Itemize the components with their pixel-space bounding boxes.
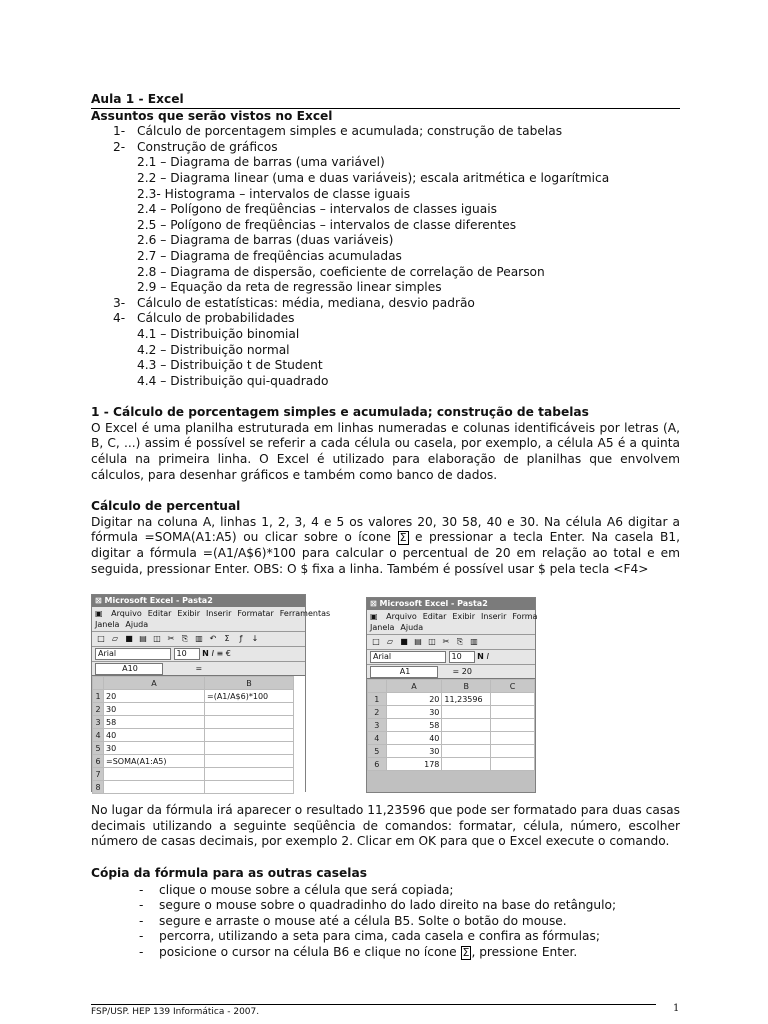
column-header[interactable]: A — [386, 680, 442, 693]
table-row — [93, 781, 294, 794]
table-row — [93, 768, 294, 781]
toc-subitem: 4.4 – Distribuição qui-quadrado — [137, 373, 329, 388]
percentual-text-2: e pressionar a tecla Enter. Na casela B1, digitar a fórmula =(A1/A$6)*100 para calcular o percentual de 20 em relação ao total e em seguida, pressionar Enter. OBS: O $ fixa a linha. Também é possível usar $ pela tecla <F4> — [91, 530, 681, 576]
cell[interactable] — [104, 781, 205, 794]
menu-exibir[interactable]: Exibir — [177, 609, 201, 618]
menu-editar[interactable]: Editar — [147, 609, 172, 618]
excel-doc-icon: ▣ — [95, 609, 103, 618]
section-body: O Excel é uma planilha estruturada em linhas numeradas e colunas identificáveis por letras (A, B, C, ...) assim é possível se referir a cada célula ou casela, por exemplo, a célula A5 é a quinta célula na primeira linha. O Excel é utilizado para elaboração de planilhas que envolvem cálculos, para desenhar gráficos e também como banco de dados. — [91, 420, 680, 482]
result-paragraph: No lugar da fórmula irá aparecer o resultado 11,23596 que pode ser formatado para duas casas decimais utilizando a seguinte seqüência de comandos: formatar, célula, número, escolher número de casas decimais, por exemplo 2. Clicar em OK para que o Excel execute o comando. — [91, 803, 680, 849]
cell[interactable] — [491, 693, 535, 706]
table-row — [368, 732, 535, 745]
section-heading: 1 - Cálculo de porcentagem simples e acumulada; construção de tabelas — [91, 405, 589, 420]
format-toolbar — [92, 646, 305, 661]
cell[interactable]: 30 — [104, 703, 205, 716]
list-item-text: , pressione Enter. — [471, 944, 578, 959]
row-header[interactable]: 6 — [93, 755, 104, 768]
row-header[interactable]: 5 — [368, 745, 387, 758]
open-icon[interactable]: ▱ — [386, 637, 394, 646]
cut-icon[interactable]: ✂ — [167, 634, 175, 643]
bold-icon[interactable]: N — [477, 652, 487, 661]
toc-list — [91, 124, 680, 389]
sheet-grid — [367, 678, 535, 771]
cell[interactable] — [205, 742, 294, 755]
toc-label: Cálculo de probabilidades — [137, 311, 295, 326]
formula-equals: = — [195, 664, 203, 673]
menu-janela[interactable]: Janela — [95, 620, 120, 629]
list-item: - segure e arraste o mouse até a célula B5. Solte o botão do mouse. — [139, 913, 567, 928]
sort-icon[interactable]: ↓ — [251, 634, 259, 643]
row-header[interactable]: 4 — [368, 732, 387, 745]
toc-subitem: 2.7 – Diagrama de freqüências acumuladas — [137, 248, 402, 263]
excel-menubar — [367, 610, 538, 634]
excel-window-right — [366, 597, 536, 793]
column-header[interactable]: C — [491, 680, 535, 693]
percentual-body — [91, 515, 680, 577]
row-header[interactable]: 5 — [93, 742, 104, 755]
toc-subitem: 2.5 – Polígono de freqüências – intervalos de classe diferentes — [137, 217, 517, 232]
italic-icon[interactable]: I — [211, 649, 217, 658]
menu-editar[interactable]: Editar — [422, 612, 447, 621]
menu-formatar[interactable]: Forma — [512, 612, 538, 621]
new-icon[interactable]: □ — [372, 637, 380, 646]
sum-icon: Σ — [399, 531, 407, 545]
row-header[interactable]: 2 — [368, 706, 387, 719]
table-row — [368, 706, 535, 719]
table-row — [93, 755, 294, 768]
size-select[interactable]: 10 — [449, 651, 475, 663]
save-icon[interactable]: ■ — [400, 637, 408, 646]
corner-cell[interactable] — [368, 680, 387, 693]
autosum-icon[interactable]: Σ — [224, 634, 230, 643]
cell[interactable]: 30 — [386, 745, 442, 758]
standard-toolbar — [367, 634, 535, 649]
cell[interactable] — [104, 768, 205, 781]
cell[interactable]: 30 — [104, 742, 205, 755]
column-header-row — [368, 680, 535, 693]
menu-formatar[interactable]: Formatar — [237, 609, 274, 618]
excel-menubar — [92, 607, 331, 631]
cell[interactable] — [205, 716, 294, 729]
column-header[interactable]: B — [205, 677, 294, 690]
name-box[interactable]: A10 — [95, 663, 163, 675]
toc-subitem: 4.2 – Distribuição normal — [137, 342, 290, 357]
excel-title: Microsoft Excel - Pasta2 — [104, 596, 213, 605]
cell[interactable] — [205, 781, 294, 794]
list-item-text: segure o mouse sobre o quadradinho do lado direito na base do retângulo; — [159, 898, 617, 913]
toc-subitem: 4.1 – Distribuição binomial — [137, 326, 300, 341]
align-icon[interactable]: ≡ — [216, 649, 226, 658]
toc-number: 1- — [113, 124, 126, 139]
toc-sublist — [91, 155, 680, 295]
percentual-text-1: Digitar na coluna A, linhas 1, 2, 3, 4 e 5 os valores 20, 30 58, 40 e 30. Na célula A6 digitar a fórmula =SOMA(A1:A5) ou clicar sobre o ícone — [91, 514, 680, 545]
list-item: - posicione o cursor na célula B6 e clique no ícone Σ , pressione Enter. — [139, 944, 578, 959]
preview-icon[interactable]: ◫ — [153, 634, 161, 643]
format-toolbar — [367, 649, 535, 664]
copia-list — [91, 883, 680, 961]
document-page — [91, 92, 680, 961]
table-row — [93, 729, 294, 742]
row-header[interactable]: 4 — [93, 729, 104, 742]
cell[interactable] — [205, 729, 294, 742]
italic-icon[interactable]: I — [486, 652, 489, 661]
cell[interactable]: 178 — [386, 758, 442, 771]
sheet-grid — [92, 675, 305, 794]
cell[interactable] — [491, 758, 535, 771]
list-item-text: clique o mouse sobre a célula que será copiada; — [159, 882, 454, 897]
excel-title: Microsoft Excel - Pasta2 — [379, 599, 488, 608]
toc-item — [91, 311, 680, 327]
cell[interactable] — [491, 719, 535, 732]
formula-equals: = — [452, 667, 460, 676]
page-title: Aula 1 - Excel — [91, 92, 184, 106]
table-row — [93, 742, 294, 755]
row-header[interactable]: 3 — [93, 716, 104, 729]
cell[interactable]: 30 — [386, 706, 442, 719]
page-number: 1 — [673, 1003, 680, 1014]
cell[interactable] — [205, 768, 294, 781]
excel-titlebar — [92, 595, 305, 607]
cell[interactable]: 11,23596 — [442, 693, 491, 706]
menu-arquivo[interactable]: Arquivo — [111, 609, 142, 618]
copy-icon[interactable]: ⎘ — [181, 634, 189, 643]
menu-ajuda[interactable]: Ajuda — [400, 623, 424, 632]
cell[interactable] — [442, 706, 491, 719]
list-item: - segure o mouse sobre o quadradinho do lado direito na base do retângulo; — [139, 898, 617, 913]
menu-inserir[interactable]: Inserir — [481, 612, 507, 621]
paste-icon[interactable]: ▥ — [195, 634, 203, 643]
row-header[interactable]: 1 — [93, 690, 104, 703]
excel-window-left — [91, 594, 331, 792]
column-header-row — [93, 677, 294, 690]
toc-subitem: 2.3- Histograma – intervalos de classe iguais — [137, 186, 411, 201]
toc-label: Cálculo de estatísticas: média, mediana, desvio padrão — [137, 295, 475, 310]
print-icon[interactable]: ▤ — [139, 634, 147, 643]
toc-number: 3- — [113, 295, 126, 310]
cell[interactable]: =(A1/A$6)*100 — [205, 690, 294, 703]
toc-subitem: 2.1 – Diagrama de barras (uma variável) — [137, 155, 385, 170]
row-header[interactable]: 1 — [368, 693, 387, 706]
page-subtitle: Assuntos que serão vistos no Excel — [91, 108, 680, 125]
table-row — [93, 690, 294, 703]
cell[interactable] — [442, 719, 491, 732]
copia-heading: Cópia da fórmula para as outras caselas — [91, 866, 367, 880]
list-item: - clique o mouse sobre a célula que será copiada; — [139, 882, 454, 897]
save-icon[interactable]: ■ — [125, 634, 133, 643]
toc-subitem: 2.6 – Diagrama de barras (duas variáveis) — [137, 233, 394, 248]
toc-subitem: 2.8 – Diagrama de dispersão, coeficiente de correlação de Pearson — [137, 264, 545, 279]
menu-arquivo[interactable]: Arquivo — [386, 612, 417, 621]
cell[interactable]: 20 — [386, 693, 442, 706]
table-row — [368, 719, 535, 732]
new-icon[interactable]: □ — [97, 634, 105, 643]
list-item-text: posicione o cursor na célula B6 e clique no ícone — [159, 944, 457, 959]
toc-subitem: 2.2 – Diagrama linear (uma e duas variáveis); escala aritmética e logarítmica — [137, 170, 610, 185]
formula-bar — [92, 661, 305, 675]
percentual-heading: Cálculo de percentual — [91, 499, 241, 514]
row-header[interactable]: 2 — [93, 703, 104, 716]
table-row — [93, 716, 294, 729]
cell[interactable] — [491, 732, 535, 745]
cell[interactable]: 58 — [104, 716, 205, 729]
toc-subitem: 2.4 – Polígono de freqüências – intervalos de classes iguais — [137, 202, 497, 217]
bold-icon[interactable]: N — [202, 649, 212, 658]
name-box[interactable]: A1 — [370, 666, 438, 678]
toc-item — [91, 296, 680, 312]
row-header[interactable]: 6 — [368, 758, 387, 771]
toc-item — [91, 124, 680, 140]
undo-icon[interactable]: ↶ — [209, 634, 217, 643]
open-icon[interactable]: ▱ — [111, 634, 119, 643]
cell[interactable]: 20 — [104, 690, 205, 703]
toc-number: 2- — [113, 139, 126, 154]
list-item-text: segure e arraste o mouse até a célula B5. Solte o botão do mouse. — [159, 913, 567, 928]
list-item: - percorra, utilizando a seta para cima, cada casela e confira as fórmulas; — [139, 929, 600, 944]
formula-input[interactable]: 20 — [461, 667, 472, 676]
menu-ajuda[interactable]: Ajuda — [125, 620, 149, 629]
cell[interactable] — [442, 732, 491, 745]
print-icon[interactable]: ▤ — [414, 637, 422, 646]
row-header[interactable]: 3 — [368, 719, 387, 732]
toc-subitem: 2.9 – Equação da reta de regressão linear simples — [137, 280, 442, 295]
cell[interactable]: 58 — [386, 719, 442, 732]
menu-ferramentas[interactable]: Ferramentas — [279, 609, 331, 618]
table-row — [93, 703, 294, 716]
sum-icon: Σ — [462, 945, 470, 959]
menu-exibir[interactable]: Exibir — [452, 612, 476, 621]
cell[interactable] — [205, 755, 294, 768]
toc-item — [91, 140, 680, 156]
menu-inserir[interactable]: Inserir — [206, 609, 232, 618]
cell[interactable]: 40 — [104, 729, 205, 742]
excel-app-icon: ⊠ — [370, 599, 377, 608]
cell[interactable] — [442, 758, 491, 771]
standard-toolbar — [92, 631, 305, 646]
toc-number: 4- — [113, 311, 126, 326]
preview-icon[interactable]: ◫ — [428, 637, 436, 646]
formula-bar — [367, 664, 535, 678]
size-select[interactable]: 10 — [174, 648, 200, 660]
row-header[interactable]: 8 — [93, 781, 104, 794]
font-select[interactable]: Arial — [95, 648, 171, 660]
toc-sublist — [91, 327, 680, 389]
corner-cell[interactable] — [93, 677, 104, 690]
toc-label: Construção de gráficos — [137, 139, 278, 154]
excel-doc-icon: ▣ — [370, 612, 378, 621]
cut-icon[interactable]: ✂ — [442, 637, 450, 646]
excel-app-icon: ⊠ — [95, 596, 102, 605]
cell[interactable] — [442, 745, 491, 758]
copy-icon[interactable]: ⎘ — [456, 637, 464, 646]
sheet-table — [92, 676, 294, 794]
currency-icon[interactable]: € — [225, 649, 231, 658]
toc-label: Cálculo de porcentagem simples e acumulada; construção de tabelas — [137, 124, 563, 139]
column-header[interactable]: B — [442, 680, 491, 693]
cell[interactable] — [491, 706, 535, 719]
table-row — [368, 693, 535, 706]
cell[interactable]: 40 — [386, 732, 442, 745]
cell[interactable] — [491, 745, 535, 758]
excel-titlebar — [367, 598, 535, 610]
menu-janela[interactable]: Janela — [370, 623, 395, 632]
row-header[interactable]: 7 — [93, 768, 104, 781]
table-row — [368, 745, 535, 758]
cell[interactable] — [205, 703, 294, 716]
cell[interactable]: =SOMA(A1:A5) — [104, 755, 205, 768]
paste-icon[interactable]: ▥ — [470, 637, 478, 646]
column-header[interactable]: A — [104, 677, 205, 690]
sheet-table — [367, 679, 535, 771]
font-select[interactable]: Arial — [370, 651, 446, 663]
function-icon[interactable]: ƒ — [239, 634, 243, 643]
toc-subitem: 4.3 – Distribuição t de Student — [137, 358, 323, 373]
list-item-text: percorra, utilizando a seta para cima, cada casela e confira as fórmulas; — [159, 929, 600, 944]
page-footer: FSP/USP. HEP 139 Informática - 2007. — [91, 1004, 656, 1018]
table-row — [368, 758, 535, 771]
